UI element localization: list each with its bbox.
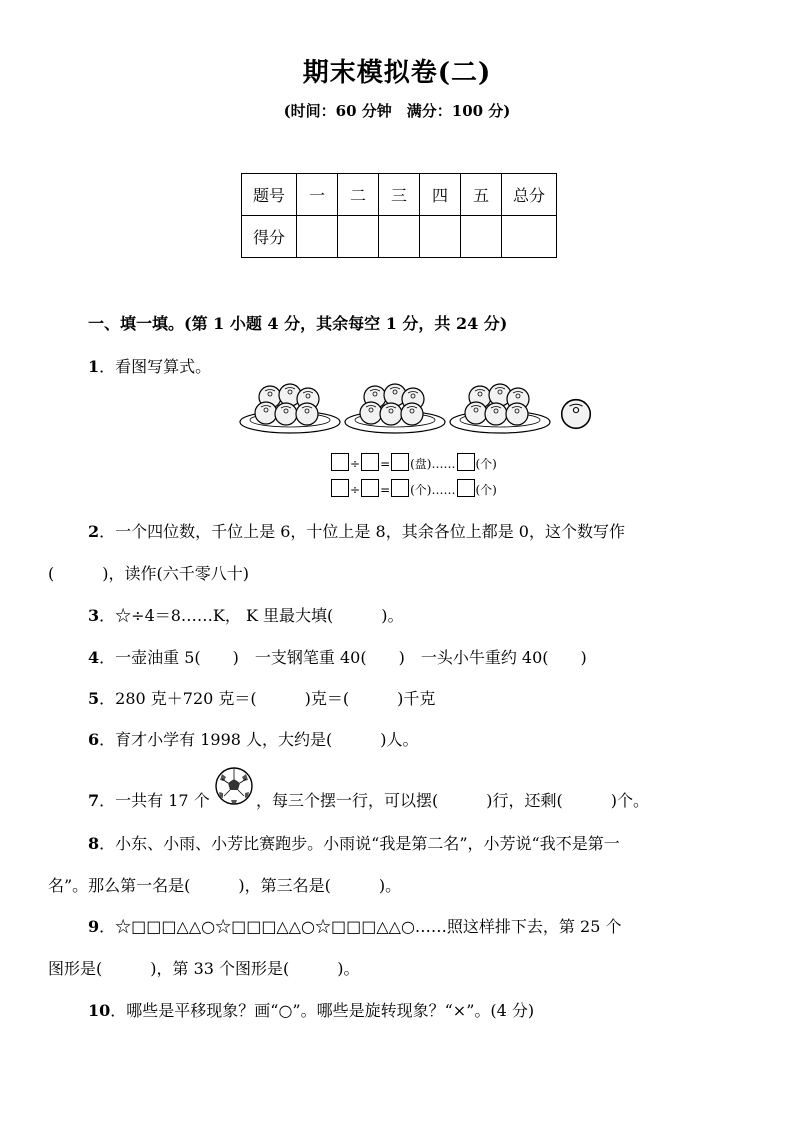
question-text-pre: 一共有 17 个 bbox=[115, 791, 210, 810]
question-3: 3．☆÷4＝8……K， K 里最大填( )。 bbox=[88, 606, 404, 625]
exam-info: (时间：60 分钟 满分：100 分) bbox=[283, 102, 511, 120]
question-7-rest: ，每三个摆一行，可以摆( )行，还剩( )个。 bbox=[256, 791, 649, 810]
question-9: 9．☆□□□△△○☆□□□△△○☆□□□△△○……照这样排下去，第 25 个 bbox=[88, 917, 622, 936]
score-cell-2: 二 bbox=[338, 174, 379, 216]
question-number: 1 bbox=[88, 357, 100, 376]
question-text: 280 克＋720 克＝( )克＝( )千克 bbox=[115, 689, 436, 708]
unit-label: (个) bbox=[475, 457, 497, 471]
answer-box[interactable] bbox=[457, 453, 475, 471]
apple-plates-illustration bbox=[238, 382, 598, 444]
question-text: 一个四位数，千位上是 6，十位上是 8，其余各位上都是 0，这个数写作 bbox=[115, 522, 625, 541]
plate-3 bbox=[450, 384, 550, 433]
page-title: 期末模拟卷(二) bbox=[302, 58, 492, 88]
question-number: 10 bbox=[88, 1001, 111, 1020]
question-5: 5．280 克＋720 克＝( )克＝( )千克 bbox=[88, 689, 436, 708]
score-table bbox=[241, 173, 557, 258]
question-number: 7 bbox=[88, 791, 100, 810]
score-cell-total: 总分 bbox=[502, 174, 557, 216]
question-number: 9 bbox=[88, 917, 100, 936]
divide-sign: ÷ bbox=[350, 483, 361, 497]
equation-row-1 bbox=[330, 453, 497, 472]
score-input-2[interactable] bbox=[338, 216, 379, 258]
question-1: 1．看图写算式。 bbox=[88, 357, 212, 376]
unit-label: (个)…… bbox=[410, 483, 456, 497]
question-6: 6．育才小学有 1998 人，大约是( )人。 bbox=[88, 730, 419, 749]
question-10: 10．哪些是平移现象？画“○”。哪些是旋转现象？“×”。(4 分) bbox=[88, 1001, 535, 1020]
answer-box[interactable] bbox=[361, 453, 379, 471]
divide-sign: ÷ bbox=[350, 457, 361, 471]
score-table-score-row bbox=[242, 216, 557, 258]
score-input-4[interactable] bbox=[420, 216, 461, 258]
score-cell-label: 题号 bbox=[242, 174, 297, 216]
question-number: 8 bbox=[88, 834, 100, 853]
question-text: ☆□□□△△○☆□□□△△○☆□□□△△○……照这样排下去，第 25 个 bbox=[115, 917, 622, 936]
answer-box[interactable] bbox=[391, 453, 409, 471]
answer-box[interactable] bbox=[457, 479, 475, 497]
equals-sign: = bbox=[380, 457, 391, 471]
score-cell-5: 五 bbox=[461, 174, 502, 216]
score-cell-4: 四 bbox=[420, 174, 461, 216]
score-input-3[interactable] bbox=[379, 216, 420, 258]
question-2: 2．一个四位数，千位上是 6，十位上是 8，其余各位上都是 0，这个数写作 bbox=[88, 522, 625, 541]
question-number: 6 bbox=[88, 730, 100, 749]
soccer-ball-icon bbox=[214, 766, 254, 806]
question-text: 小东、小雨、小芳比赛跑步。小雨说“我是第二名”，小芳说“我不是第一 bbox=[115, 834, 620, 853]
question-8: 8．小东、小雨、小芳比赛跑步。小雨说“我是第二名”，小芳说“我不是第一 bbox=[88, 834, 620, 853]
equals-sign: = bbox=[380, 483, 391, 497]
question-text: 育才小学有 1998 人，大约是( )人。 bbox=[115, 730, 419, 749]
unit-label: (个) bbox=[475, 483, 497, 497]
question-4: 4．一壶油重 5( ) 一支钢笔重 40( ) 一头小牛重约 40( ) bbox=[88, 648, 587, 667]
score-table-header-row bbox=[242, 174, 557, 216]
score-cell-1: 一 bbox=[297, 174, 338, 216]
answer-box[interactable] bbox=[361, 479, 379, 497]
question-text: 哪些是平移现象？画“○”。哪些是旋转现象？“×”。(4 分) bbox=[126, 1001, 535, 1020]
score-input-5[interactable] bbox=[461, 216, 502, 258]
answer-box[interactable] bbox=[331, 479, 349, 497]
question-7: 7．一共有 17 个 bbox=[88, 791, 210, 810]
question-text: 看图写算式。 bbox=[115, 357, 212, 376]
question-number: 2 bbox=[88, 522, 100, 541]
question-2-line-2: ( )，读作(六千零八十) bbox=[48, 564, 249, 583]
question-number: 5 bbox=[88, 689, 100, 708]
section-heading: 一、填一填。(第 1 小题 4 分，其余每空 1 分，共 24 分) bbox=[88, 314, 508, 333]
question-9-line-2: 图形是( )，第 33 个图形是( )。 bbox=[48, 959, 360, 978]
score-cell-3: 三 bbox=[379, 174, 420, 216]
answer-box[interactable] bbox=[331, 453, 349, 471]
equation-row-2 bbox=[330, 479, 497, 498]
question-8-line-2: 名”。那么第一名是( )，第三名是( )。 bbox=[48, 876, 402, 895]
question-text: 一壶油重 5( ) 一支钢笔重 40( ) 一头小牛重约 40( ) bbox=[115, 648, 587, 667]
unit-label: (盘)…… bbox=[410, 457, 456, 471]
single-apple bbox=[562, 400, 591, 429]
score-input-total[interactable] bbox=[502, 216, 557, 258]
plate-1 bbox=[240, 384, 340, 433]
answer-box[interactable] bbox=[391, 479, 409, 497]
plate-2 bbox=[345, 384, 445, 433]
question-text: ☆÷4＝8……K， K 里最大填( )。 bbox=[115, 606, 404, 625]
question-number: 4 bbox=[88, 648, 100, 667]
score-input-1[interactable] bbox=[297, 216, 338, 258]
score-row-label: 得分 bbox=[242, 216, 297, 258]
question-number: 3 bbox=[88, 606, 100, 625]
